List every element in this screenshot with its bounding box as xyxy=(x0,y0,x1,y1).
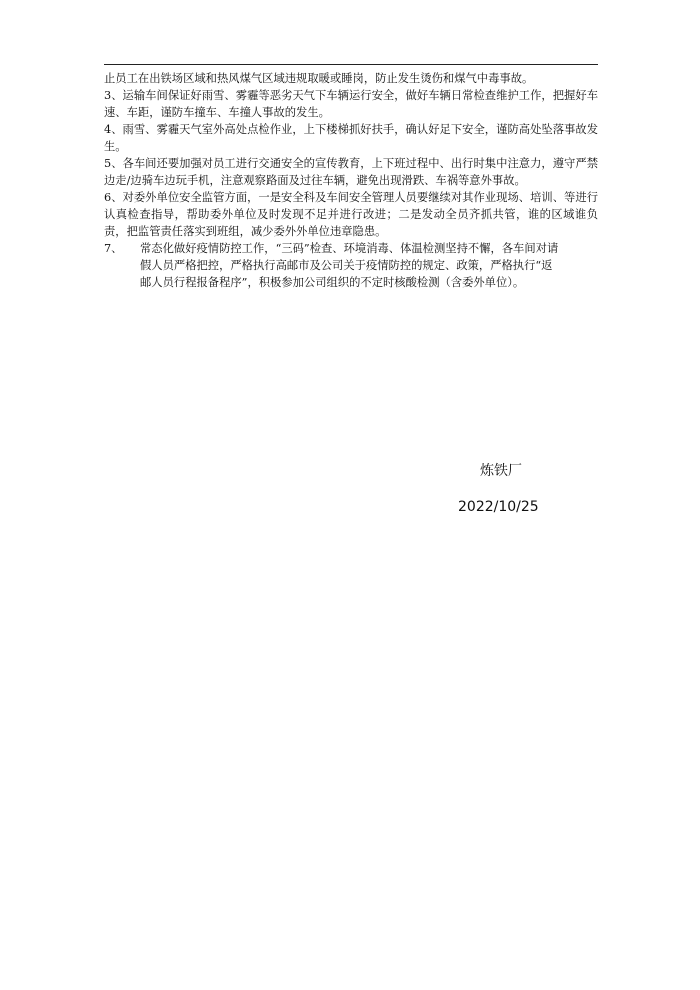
paragraph-item-4: 4、雨雪、雾霾天气室外高处点检作业，上下楼梯抓好扶手，确认好足下安全，谨防高处坠落事故发生。 xyxy=(104,123,598,153)
item-7-line-2: 假人员严格把控，严格执行高邮市及公司关于疫情防控的规定、政策，严格执行“返 xyxy=(140,259,553,272)
paragraph-item-3: 3、运输车间保证好雨雪、雾霾等恶劣天气下车辆运行安全，做好车辆日常检查维护工作，把握好车速、车距，谨防车撞车、车撞人事故的发生。 xyxy=(104,89,598,119)
paragraph-item-7 xyxy=(104,240,598,291)
item-7-line-3: 邮人员行程报备程序”，积极参加公司组织的不定时核酸检测（含委外单位）。 xyxy=(140,276,525,289)
signature-date: 2022/10/25 xyxy=(458,499,539,515)
paragraph-intro-tail: 止员工在出铁场区域和热风煤气区域违规取暖或睡岗，防止发生烫伤和煤气中毒事故。 xyxy=(104,72,534,85)
document-body xyxy=(104,70,598,291)
item-7-line-1: 常态化做好疫情防控工作，“三码”检查、环境消毒、体温检测坚持不懈，各车间对请 xyxy=(140,242,559,255)
paragraph-item-6: 6、对委外单位安全监管方面，一是安全科及车间安全管理人员要继续对其作业现场、培训、等进行认真检查指导，帮助委外单位及时发现不足并进行改进；二是发动全员齐抓共管，谁的区域谁负责，把监管责任落实到班组，减少委外外单位违章隐患。 xyxy=(104,191,598,238)
signature-organization: 炼铁厂 xyxy=(480,463,522,479)
paragraph-item-5: 5、各车间还要加强对员工进行交通安全的宣传教育，上下班过程中、出行时集中注意力，遵守严禁边走/边骑车边玩手机，注意观察路面及过往车辆，避免出现滑跌、车祸等意外事故。 xyxy=(104,157,598,187)
item-7-number: 7、 xyxy=(104,242,123,255)
item-7-text xyxy=(140,240,598,291)
header-rule xyxy=(104,64,598,65)
